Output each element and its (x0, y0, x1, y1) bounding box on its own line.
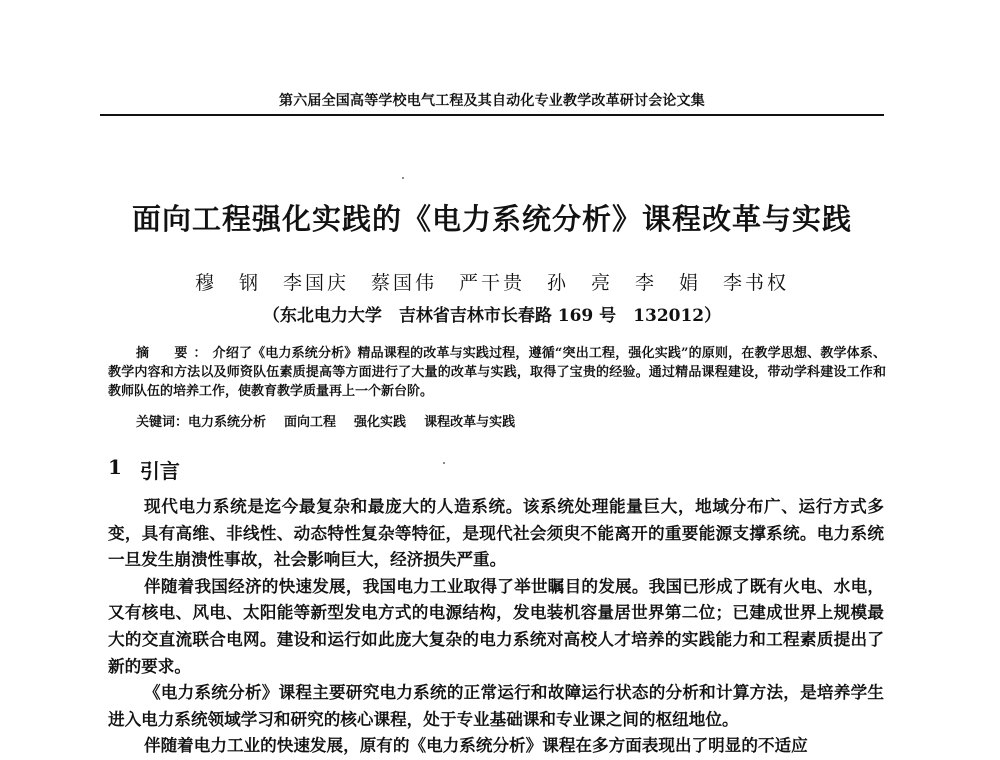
scan-speck (443, 462, 445, 464)
author-name: 李 娟 (635, 272, 702, 294)
author-name: 蔡国伟 (370, 272, 437, 294)
running-header: 第六届全国高等学校电气工程及其自动化专业教学改革研讨会论文集 (279, 93, 705, 109)
author-name: 李国庆 (282, 272, 349, 294)
author-name: 严干贵 (458, 272, 525, 294)
paragraph: 《电力系统分析》课程主要研究电力系统的正常运行和故障运行状态的分析和计算方法，是培养学生进入电力系统领域学习和研究的核心课程，处于专业基础课和专业课之间的枢纽地位。 (108, 682, 884, 729)
abstract-label: 摘 要： (136, 346, 213, 361)
paper-title: 面向工程强化实践的《电力系统分析》课程改革与实践 (131, 202, 852, 236)
keyword: 电力系统分析 (188, 415, 267, 430)
paragraph: 伴随着电力工业的快速发展，原有的《电力系统分析》课程在多方面表现出了明显的不适应 (144, 735, 808, 756)
keyword: 课程改革与实践 (424, 415, 516, 430)
abstract (108, 344, 886, 401)
author-name: 孙 亮 (547, 272, 614, 294)
abstract-text: 介绍了《电力系统分析》精品课程的改革与实践过程，遵循“突出工程，强化实践”的原则，在教学思想、教学体系、教学内容和方法以及师资队伍素质提高等方面进行了大量的改革与实践，取得了宝贵的经验。通过精品课程建设，带动学科建设工作和教师队伍的培养工作，使教育教学质量再上一个新台阶。 (108, 346, 886, 399)
keyword: 面向工程 (284, 415, 337, 430)
author-name: 李书权 (723, 272, 790, 294)
author-list (100, 268, 884, 295)
keywords (136, 411, 886, 430)
section-heading (108, 455, 180, 484)
body-text (108, 493, 884, 759)
keyword: 强化实践 (354, 415, 407, 430)
keywords-label: 关键词： (136, 415, 189, 430)
section-number: 1 (108, 455, 122, 479)
paragraph: 现代电力系统是迄今最复杂和最庞大的人造系统。该系统处理能量巨大，地域分布广、运行方式多变，具有高维、非线性、动态特性复杂等特征，是现代社会须臾不能离开的重要能源支撑系统。电力系统一旦发生崩溃性事故，社会影响巨大，经济损失严重。 (108, 496, 884, 570)
author-name: 穆 钢 (194, 272, 261, 294)
affiliation: （东北电力大学 吉林省吉林市长春路 169 号 132012） (262, 306, 722, 326)
scan-speck (402, 177, 404, 179)
section-title: 引言 (139, 459, 180, 483)
paragraph: 伴随着我国经济的快速发展，我国电力工业取得了举世瞩目的发展。我国已形成了既有火电、水电，又有核电、风电、太阳能等新型发电方式的电源结构，发电装机容量居世界第二位；已建成世界上规模最大的交直流联合电网。建设和运行如此庞大复杂的电力系统对高校人才培养的实践能力和工程素质提出了新的要求。 (108, 575, 884, 676)
header-rule (100, 114, 884, 116)
